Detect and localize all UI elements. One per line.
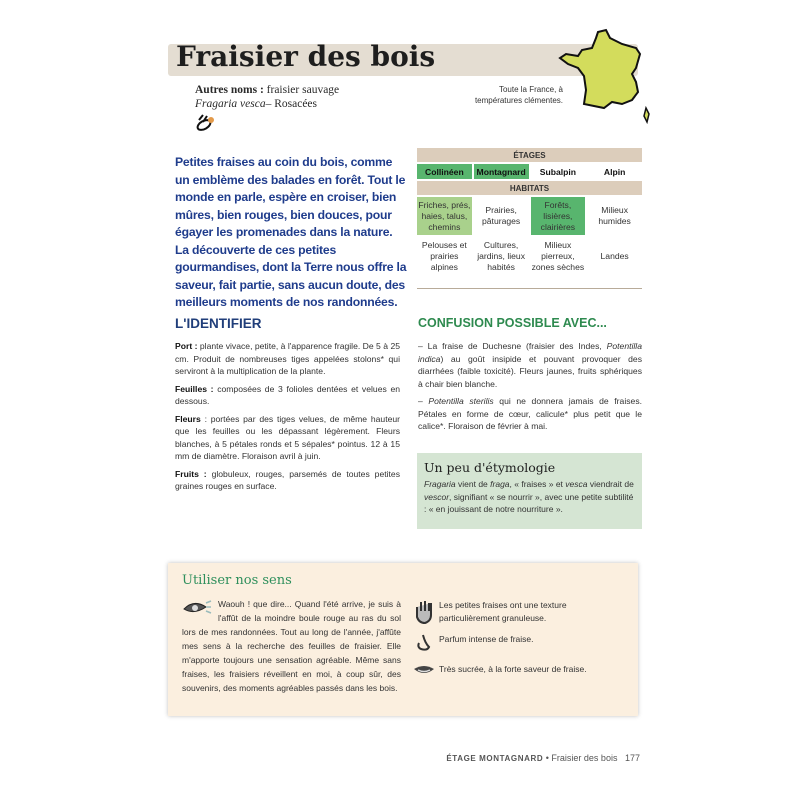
identify-heading: L'IDENTIFIER <box>175 316 262 331</box>
etymology-text <box>424 478 635 516</box>
text: plante vivace, petite, à l'apparence fragile. De 5 à 25 cm. Produit de nombreuses tiges appelées stolons* qui serviront à la multiplication de la plante. <box>175 341 400 376</box>
etage-alpin: Alpin <box>603 166 626 177</box>
senses-box <box>168 563 638 716</box>
france-map <box>556 28 652 124</box>
bee-icon <box>193 112 217 134</box>
touch-item <box>413 599 628 625</box>
page-title: Fraisier des bois <box>176 40 436 73</box>
latin: Potentilla indica <box>418 341 642 364</box>
confusion-heading: CONFUSION POSSIBLE AVEC... <box>418 316 607 330</box>
etage-montagnard: Montagnard <box>474 164 529 179</box>
label: Port : <box>175 341 198 351</box>
identify-port <box>175 340 400 378</box>
habitat-cell: Milieux humides <box>598 205 631 226</box>
other-names <box>195 83 339 111</box>
sight-text <box>182 597 401 695</box>
smell-description: Parfum intense de fraise. <box>439 634 534 644</box>
taste-description: Très sucrée, à la forte saveur de fraise. <box>439 664 587 674</box>
habitats-header: HABITATS <box>417 181 642 195</box>
footer-section: ÉTAGE MONTAGNARD <box>446 754 544 763</box>
label: Fleurs <box>175 413 201 424</box>
text: globuleux, rouges, parsemés de toutes petites graines rouges en surface. <box>175 468 400 491</box>
habitat-cell: Cultures, jardins, lieux habités <box>477 239 525 272</box>
habitat-cell: Friches, prés, haies, talus, chemins <box>417 197 472 235</box>
touch-description: Les petites fraises ont une texture particulièrement granuleuse. <box>439 600 567 623</box>
identify-section <box>175 340 400 498</box>
latin: Potentilla sterilis <box>428 396 494 406</box>
map-note: Toute la France, à températures clémentes. <box>474 85 563 105</box>
t: , signifiant « se nourrir », avec une petite subtilité : « en jouissant de notre nourriture ». <box>424 491 634 514</box>
other-names-label: Autres noms : <box>195 84 264 96</box>
habitat-table <box>415 146 644 277</box>
intro-text: Petites fraises au coin du bois, comme un emblème des balades en forêt. Tout le monde en parle, espère en croiser, bien mûres, bien rouges, bien douces, pour égayer les promenades dans la nature. La découverte de ces petites gourmandises, dont la Terre nous offre la saveur, fait partie, sans aucun doute, des meilleurs moments de nos randonnées. <box>175 155 407 309</box>
label: Fruits : <box>175 468 207 479</box>
habitat-cell: Milieux pierreux, zones sèches <box>531 239 585 272</box>
text: – La fraise de Duchesne (fraisier des Indes, <box>418 341 607 351</box>
sight-description: Waouh ! que dire... Quand l'été arrive, je suis à l'affût de la moindre boule rouge au ras du sol lors de mes randonnées. Tout au long de l'année, j'affûte mes sens à la recherche des feuilles de fraisier. Elle m'apporte toujours une sensation agréable. Même sans fraises, les fraisiers réveillent en moi, à coup sûr, des souvenirs, des moments agréables passés dans les bois. <box>182 599 401 693</box>
t: viendrait de <box>587 479 634 489</box>
taste-item <box>413 663 628 679</box>
t: Fragaria <box>424 479 456 489</box>
identify-fleurs <box>175 413 400 463</box>
habitat-cell: Landes <box>600 250 629 261</box>
identify-fruits <box>175 468 400 493</box>
habitat-cell: Forêts, lisières, clairières <box>531 197 586 235</box>
page-number: 177 <box>624 753 640 763</box>
text: – <box>418 396 429 406</box>
table-divider <box>417 288 642 289</box>
text: : portées par des tiges velues, de même hauteur que les feuilles ou les dépassant légèrement. Fleurs blanches, à 5 pétales ronds et 5 sépales* pointus. 12 à 15 mm de diamètre. Floraison avril à juin. <box>175 413 400 461</box>
etymology-title: Un peu d'étymologie <box>424 460 556 475</box>
t: fraga <box>490 479 510 489</box>
etymology-box <box>417 453 642 529</box>
smell-item <box>413 633 628 655</box>
text: ) au goût insipide et pouvant provoquer des diarrhées (faible toxicité). Fleurs jaunes, fruits sphériques à chair bien blanche. <box>418 353 642 389</box>
latin-name: Fragaria vesca <box>195 98 266 110</box>
t: , « fraises » et <box>509 479 566 489</box>
hand-icon <box>413 599 435 625</box>
text: composées de 3 folioles dentées et velues en dessous. <box>175 383 400 406</box>
senses-title: Utiliser nos sens <box>182 573 292 588</box>
etages-header: ÉTAGES <box>417 148 642 162</box>
t: vient de <box>455 479 491 489</box>
etage-subalpin: Subalpin <box>539 166 577 177</box>
habitat-cell: Pelouses et prairies alpines <box>421 239 467 272</box>
other-names-value: fraisier sauvage <box>266 84 340 96</box>
t: vescor <box>424 491 450 502</box>
confusion-item <box>418 395 642 433</box>
t: vesca <box>565 479 588 489</box>
label: Feuilles : <box>175 383 214 394</box>
page-footer <box>446 753 640 763</box>
habitat-cell: Prairies, pâturages <box>482 205 521 226</box>
footer-title: Fraisier des bois <box>551 753 618 763</box>
footer-sep: • <box>545 753 549 763</box>
etage-collineen: Collinéen <box>417 164 472 179</box>
text: qui ne donnera jamais de fraises. Pétales en forme de cœur, calicule* plus petit que le calice*. Floraison de février à mai. <box>418 396 642 431</box>
identify-feuilles <box>175 383 400 408</box>
confusion-section <box>418 340 642 438</box>
confusion-item <box>418 340 642 390</box>
mouth-icon <box>413 663 435 679</box>
family-name: – Rosacées <box>265 98 318 110</box>
nose-icon <box>413 633 435 655</box>
eye-icon <box>182 597 212 617</box>
